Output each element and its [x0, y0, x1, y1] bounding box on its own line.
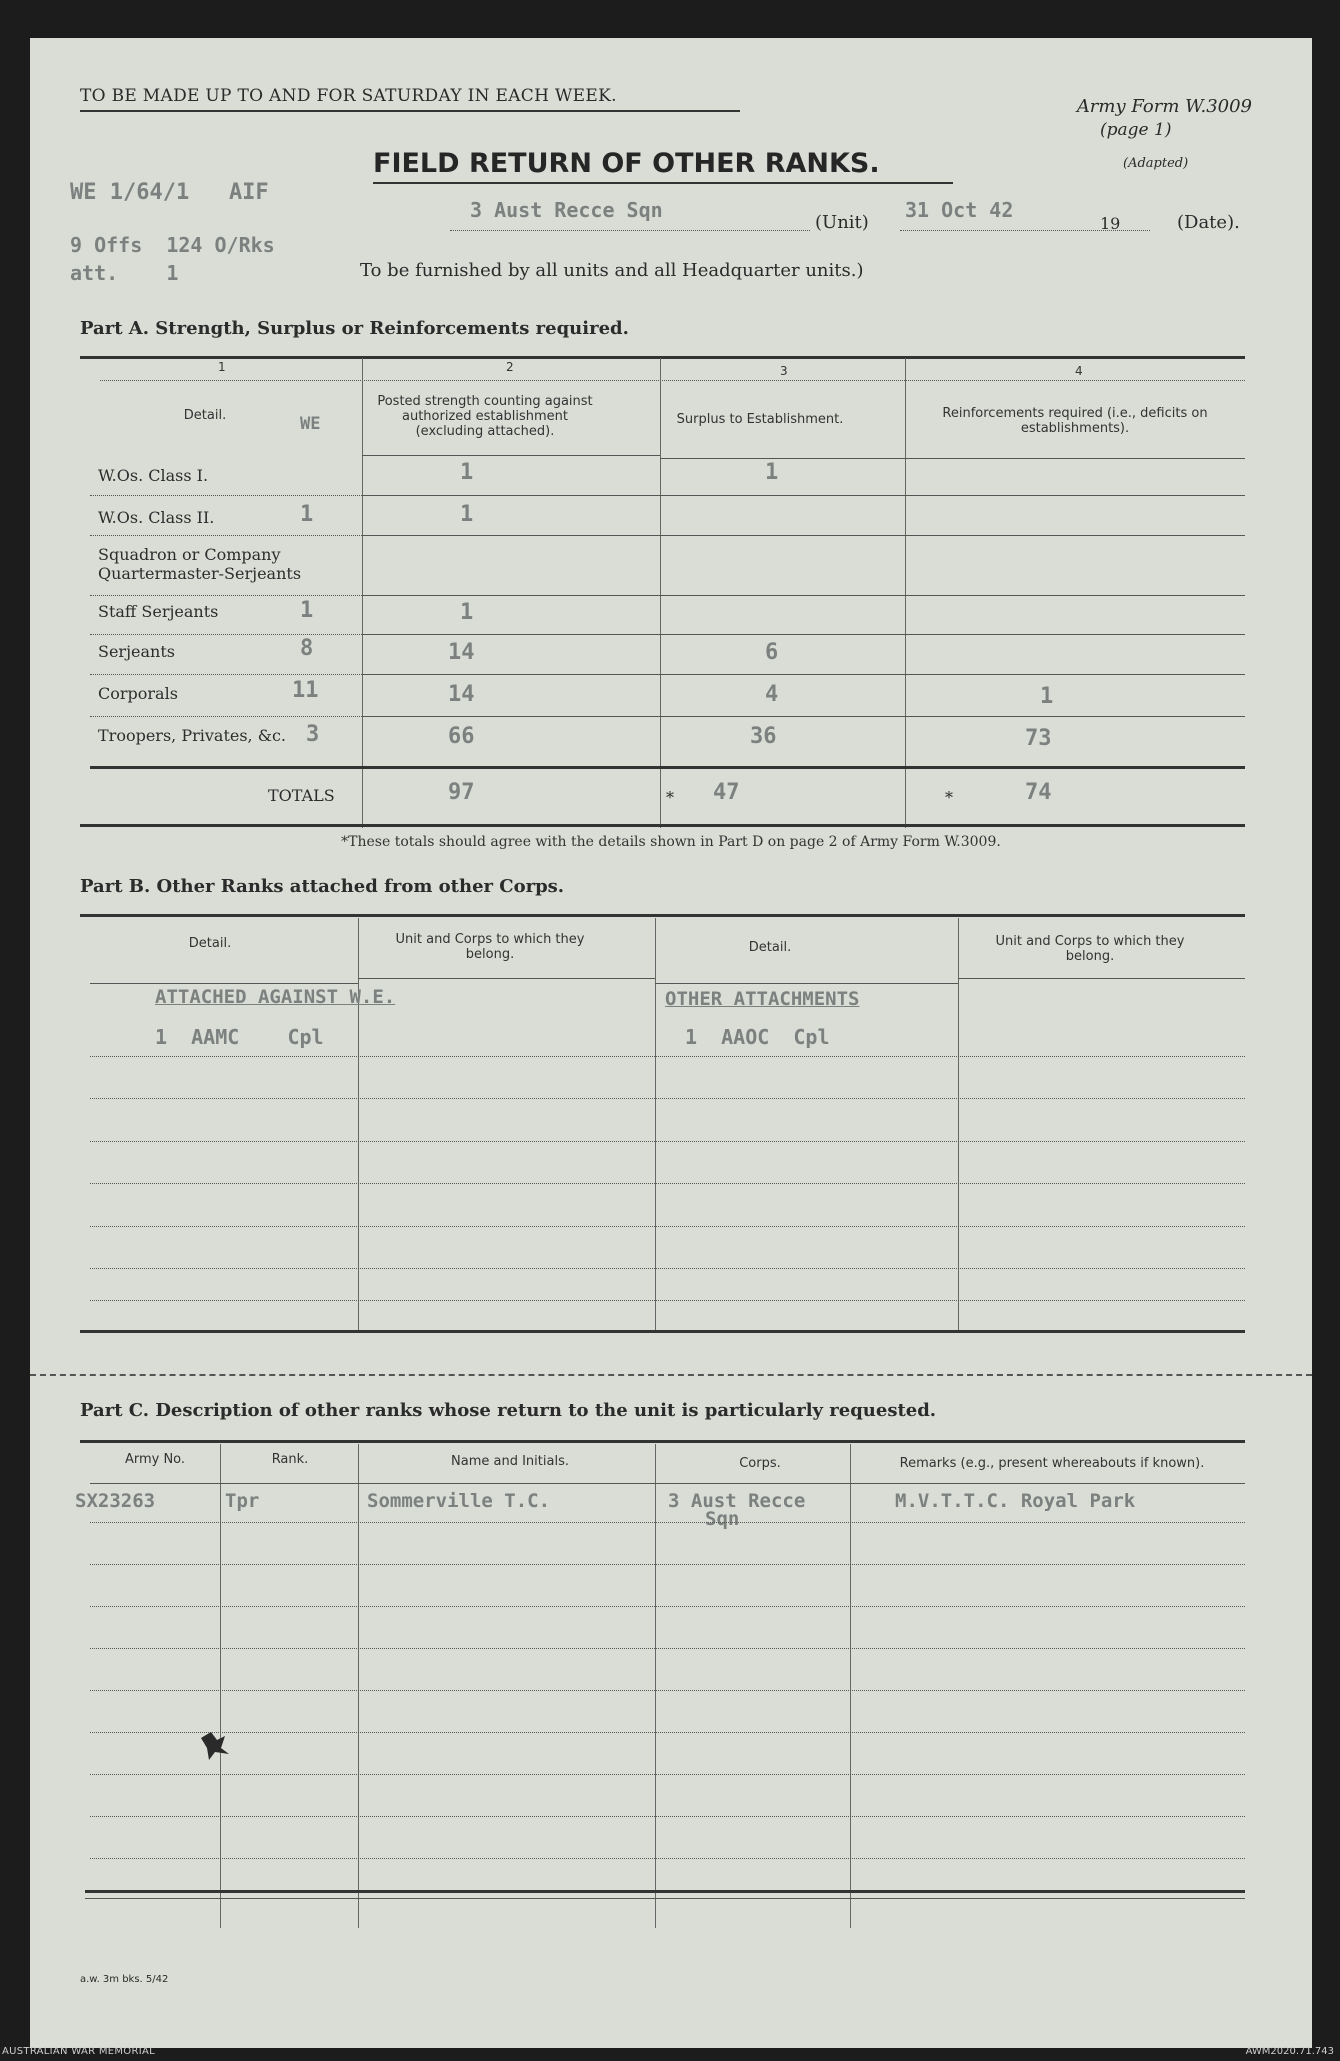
part-b-rule-6	[90, 1268, 1245, 1269]
row-rule-3b	[362, 595, 1245, 596]
header-rule-posted	[362, 455, 660, 456]
part-b-rule-4	[90, 1183, 1245, 1184]
row-label-wo2: W.Os. Class II.	[98, 508, 215, 527]
furnish-note: To be furnished by all units and all Headquarter units.)	[360, 260, 864, 281]
we-wo2: 1	[300, 502, 314, 527]
part-b-rule-1	[90, 1056, 1245, 1057]
surplus-serjeants: 6	[765, 640, 779, 665]
part-c-header-name: Name and Initials.	[451, 1454, 569, 1469]
col-header-reinforcements: Reinforcements required (i.e., deficits on establishments).	[942, 406, 1208, 436]
date-label: (Date).	[1177, 212, 1240, 233]
total-reinf-asterisk: *	[945, 788, 953, 807]
col-number-1: 1	[218, 360, 226, 374]
row-rule-2a	[90, 535, 362, 536]
col-header-surplus: Surplus to Establishment.	[676, 412, 844, 427]
row-label-staff-serjeants: Staff Serjeants	[98, 602, 219, 621]
form-number: Army Form W.3009	[1076, 96, 1252, 117]
surplus-corporals: 4	[765, 682, 779, 707]
part-c-header-corps: Corps.	[739, 1456, 781, 1471]
unit-value: 3 Aust Recce Sqn	[470, 198, 663, 222]
part-b-header-detail-right: Detail.	[748, 940, 792, 955]
print-code: a.w. 3m bks. 5/42	[80, 1974, 169, 1985]
reinf-corporals: 1	[1040, 684, 1054, 709]
part-c-divider-3	[655, 1444, 656, 1928]
form-page: (page 1)	[1100, 120, 1172, 140]
ink-blot-mark	[195, 1728, 235, 1764]
other-attachments-heading: OTHER ATTACHMENTS	[665, 988, 860, 1010]
attached-right-entry: 1 AAOC Cpl	[685, 1025, 830, 1049]
adapted-note: (Adapted)	[1123, 156, 1189, 171]
part-c-rule-9	[90, 1858, 1245, 1859]
part-b-rule-3	[90, 1141, 1245, 1142]
part-c-rule-8	[90, 1816, 1245, 1817]
unit-dotted-line	[450, 230, 810, 231]
year-prefix: 19	[1100, 214, 1121, 233]
part-b-rule-5	[90, 1226, 1245, 1227]
row-label-wo1: W.Os. Class I.	[98, 466, 209, 485]
part-b-title: Part B. Other Ranks attached from other Corps.	[80, 876, 565, 897]
form-title: FIELD RETURN OF OTHER RANKS.	[373, 148, 880, 179]
part-c-rule-5	[90, 1690, 1245, 1691]
corps-line-1: 3 Aust Recce	[668, 1490, 806, 1512]
we-troopers: 3	[306, 722, 320, 747]
col-number-4: 4	[1075, 364, 1083, 378]
col-number-3: 3	[780, 364, 788, 378]
part-c-rule-4	[90, 1648, 1245, 1649]
rank-value: Tpr	[225, 1490, 260, 1512]
date-value: 31 Oct 42	[905, 198, 1014, 222]
reinf-troopers: 73	[1025, 726, 1052, 751]
attached-left-entry: 1 AAMC Cpl	[155, 1025, 324, 1049]
tear-off-line	[30, 1374, 1312, 1376]
part-b-header-unit-right: Unit and Corps to which they belong.	[995, 934, 1185, 964]
part-b-top-rule	[80, 914, 1245, 917]
row-label-corporals: Corporals	[98, 684, 178, 703]
col-number-rule	[100, 380, 1245, 381]
typed-we-reference: WE 1/64/1 AIF	[70, 180, 269, 205]
part-a-top-rule	[80, 356, 1245, 359]
header-rule-reinf	[905, 458, 1245, 459]
total-reinf: 74	[1025, 780, 1052, 805]
part-a-divider-3	[905, 358, 906, 828]
we-staff-serjeants: 1	[300, 598, 314, 623]
part-c-rule-3	[90, 1606, 1245, 1607]
part-b-bottom-rule	[80, 1330, 1245, 1333]
typed-strength-line-2: att. 1	[70, 261, 179, 285]
instruction-underline	[80, 110, 740, 112]
remarks-value: M.V.T.T.C. Royal Park	[895, 1490, 1136, 1512]
instruction-line	[80, 86, 617, 106]
unit-label: (Unit)	[815, 212, 869, 233]
part-c-header-rule	[90, 1483, 1245, 1484]
col-header-posted: Posted strength counting against authorized establishment (excluding attached).	[377, 394, 593, 439]
part-c-divider-1	[220, 1444, 221, 1928]
posted-wo2: 1	[460, 502, 474, 527]
part-c-rule-7	[90, 1774, 1245, 1775]
part-c-bottom-rule-thin	[85, 1898, 1245, 1899]
row-rule-5a	[90, 674, 362, 675]
we-corporals: 11	[292, 678, 319, 703]
part-a-divider-1	[362, 358, 363, 828]
row-rule-1b	[362, 495, 1245, 496]
row-rule-5b	[362, 674, 1245, 675]
corps-line-2: Sqn	[705, 1508, 740, 1530]
row-label-troopers: Troopers, Privates, &c.	[98, 726, 287, 745]
name-initials: Sommerville T.C.	[367, 1490, 551, 1512]
totals-label: TOTALS	[268, 786, 335, 805]
part-b-rule-7	[90, 1300, 1245, 1301]
total-surplus-asterisk: *	[666, 788, 674, 807]
part-c-header-remarks: Remarks (e.g., present whereabouts if known).	[899, 1456, 1205, 1471]
part-a-title: Part A. Strength, Surplus or Reinforcements required.	[80, 318, 629, 339]
posted-troopers: 66	[448, 724, 475, 749]
row-rule-3a	[90, 595, 362, 596]
posted-staff-serjeants: 1	[460, 600, 474, 625]
title-underline	[373, 182, 953, 184]
part-a-divider-2	[660, 358, 661, 828]
row-rule-4b	[362, 634, 1245, 635]
part-c-header-rank: Rank.	[271, 1452, 309, 1467]
row-rule-4a	[90, 634, 362, 635]
total-posted: 97	[448, 780, 475, 805]
row-label-serjeants: Serjeants	[98, 642, 175, 661]
part-c-header-army-no: Army No.	[124, 1452, 186, 1467]
part-b-rule-2	[90, 1098, 1245, 1099]
part-b-header-rule-3	[90, 983, 358, 984]
part-a-bottom-rule	[80, 824, 1245, 827]
row-rule-1a	[90, 495, 362, 496]
part-c-rule-6	[90, 1732, 1245, 1733]
part-b-header-unit-left: Unit and Corps to which they belong.	[395, 932, 585, 962]
archive-label-right: AWM2020.71.743	[1245, 2046, 1334, 2057]
part-a-footnote: *These totals should agree with the details shown in Part D on page 2 of Army Form W.3009.	[341, 834, 1001, 850]
part-c-bottom-rule	[85, 1890, 1245, 1893]
part-c-divider-4	[850, 1444, 851, 1928]
part-b-header-rule-1	[358, 978, 655, 979]
surplus-troopers: 36	[750, 724, 777, 749]
typed-strength-line-1: 9 Offs 124 O/Rks	[70, 233, 275, 257]
part-c-divider-2	[358, 1444, 359, 1928]
archive-label-left: AUSTRALIAN WAR MEMORIAL	[2, 2046, 155, 2057]
surplus-wo1: 1	[765, 460, 779, 485]
part-c-title: Part C. Description of other ranks whose return to the unit is particularly requested.	[80, 1400, 937, 1421]
army-number: SX23263	[75, 1490, 156, 1512]
col-header-detail: Detail.	[183, 408, 227, 423]
we-label: WE	[300, 414, 321, 434]
row-rule-2b	[362, 535, 1245, 536]
row-rule-6a	[90, 716, 362, 717]
posted-serjeants: 14	[448, 640, 475, 665]
attached-against-we-heading: ATTACHED AGAINST W.E.	[155, 986, 396, 1008]
row-rule-6b	[362, 716, 1245, 717]
instruction-text: TO BE MADE UP TO AND FOR SATURDAY IN EACH WEEK.	[80, 86, 617, 106]
part-c-rule-1	[90, 1522, 1245, 1523]
posted-wo1: 1	[460, 460, 474, 485]
we-serjeants: 8	[300, 636, 314, 661]
part-c-top-rule	[80, 1440, 1245, 1443]
part-c-rule-2	[90, 1564, 1245, 1565]
part-b-header-rule-4	[655, 983, 958, 984]
row-label-cqms: Squadron or Company Quartermaster-Serjeants	[98, 545, 302, 583]
totals-top-rule	[90, 766, 1245, 769]
form-sheet	[30, 38, 1312, 2048]
posted-corporals: 14	[448, 682, 475, 707]
total-surplus: 47	[713, 780, 740, 805]
header-rule-surplus	[660, 458, 905, 459]
col-number-2: 2	[506, 360, 514, 374]
part-b-header-detail-left: Detail.	[188, 936, 232, 951]
part-b-header-rule-2	[958, 978, 1245, 979]
